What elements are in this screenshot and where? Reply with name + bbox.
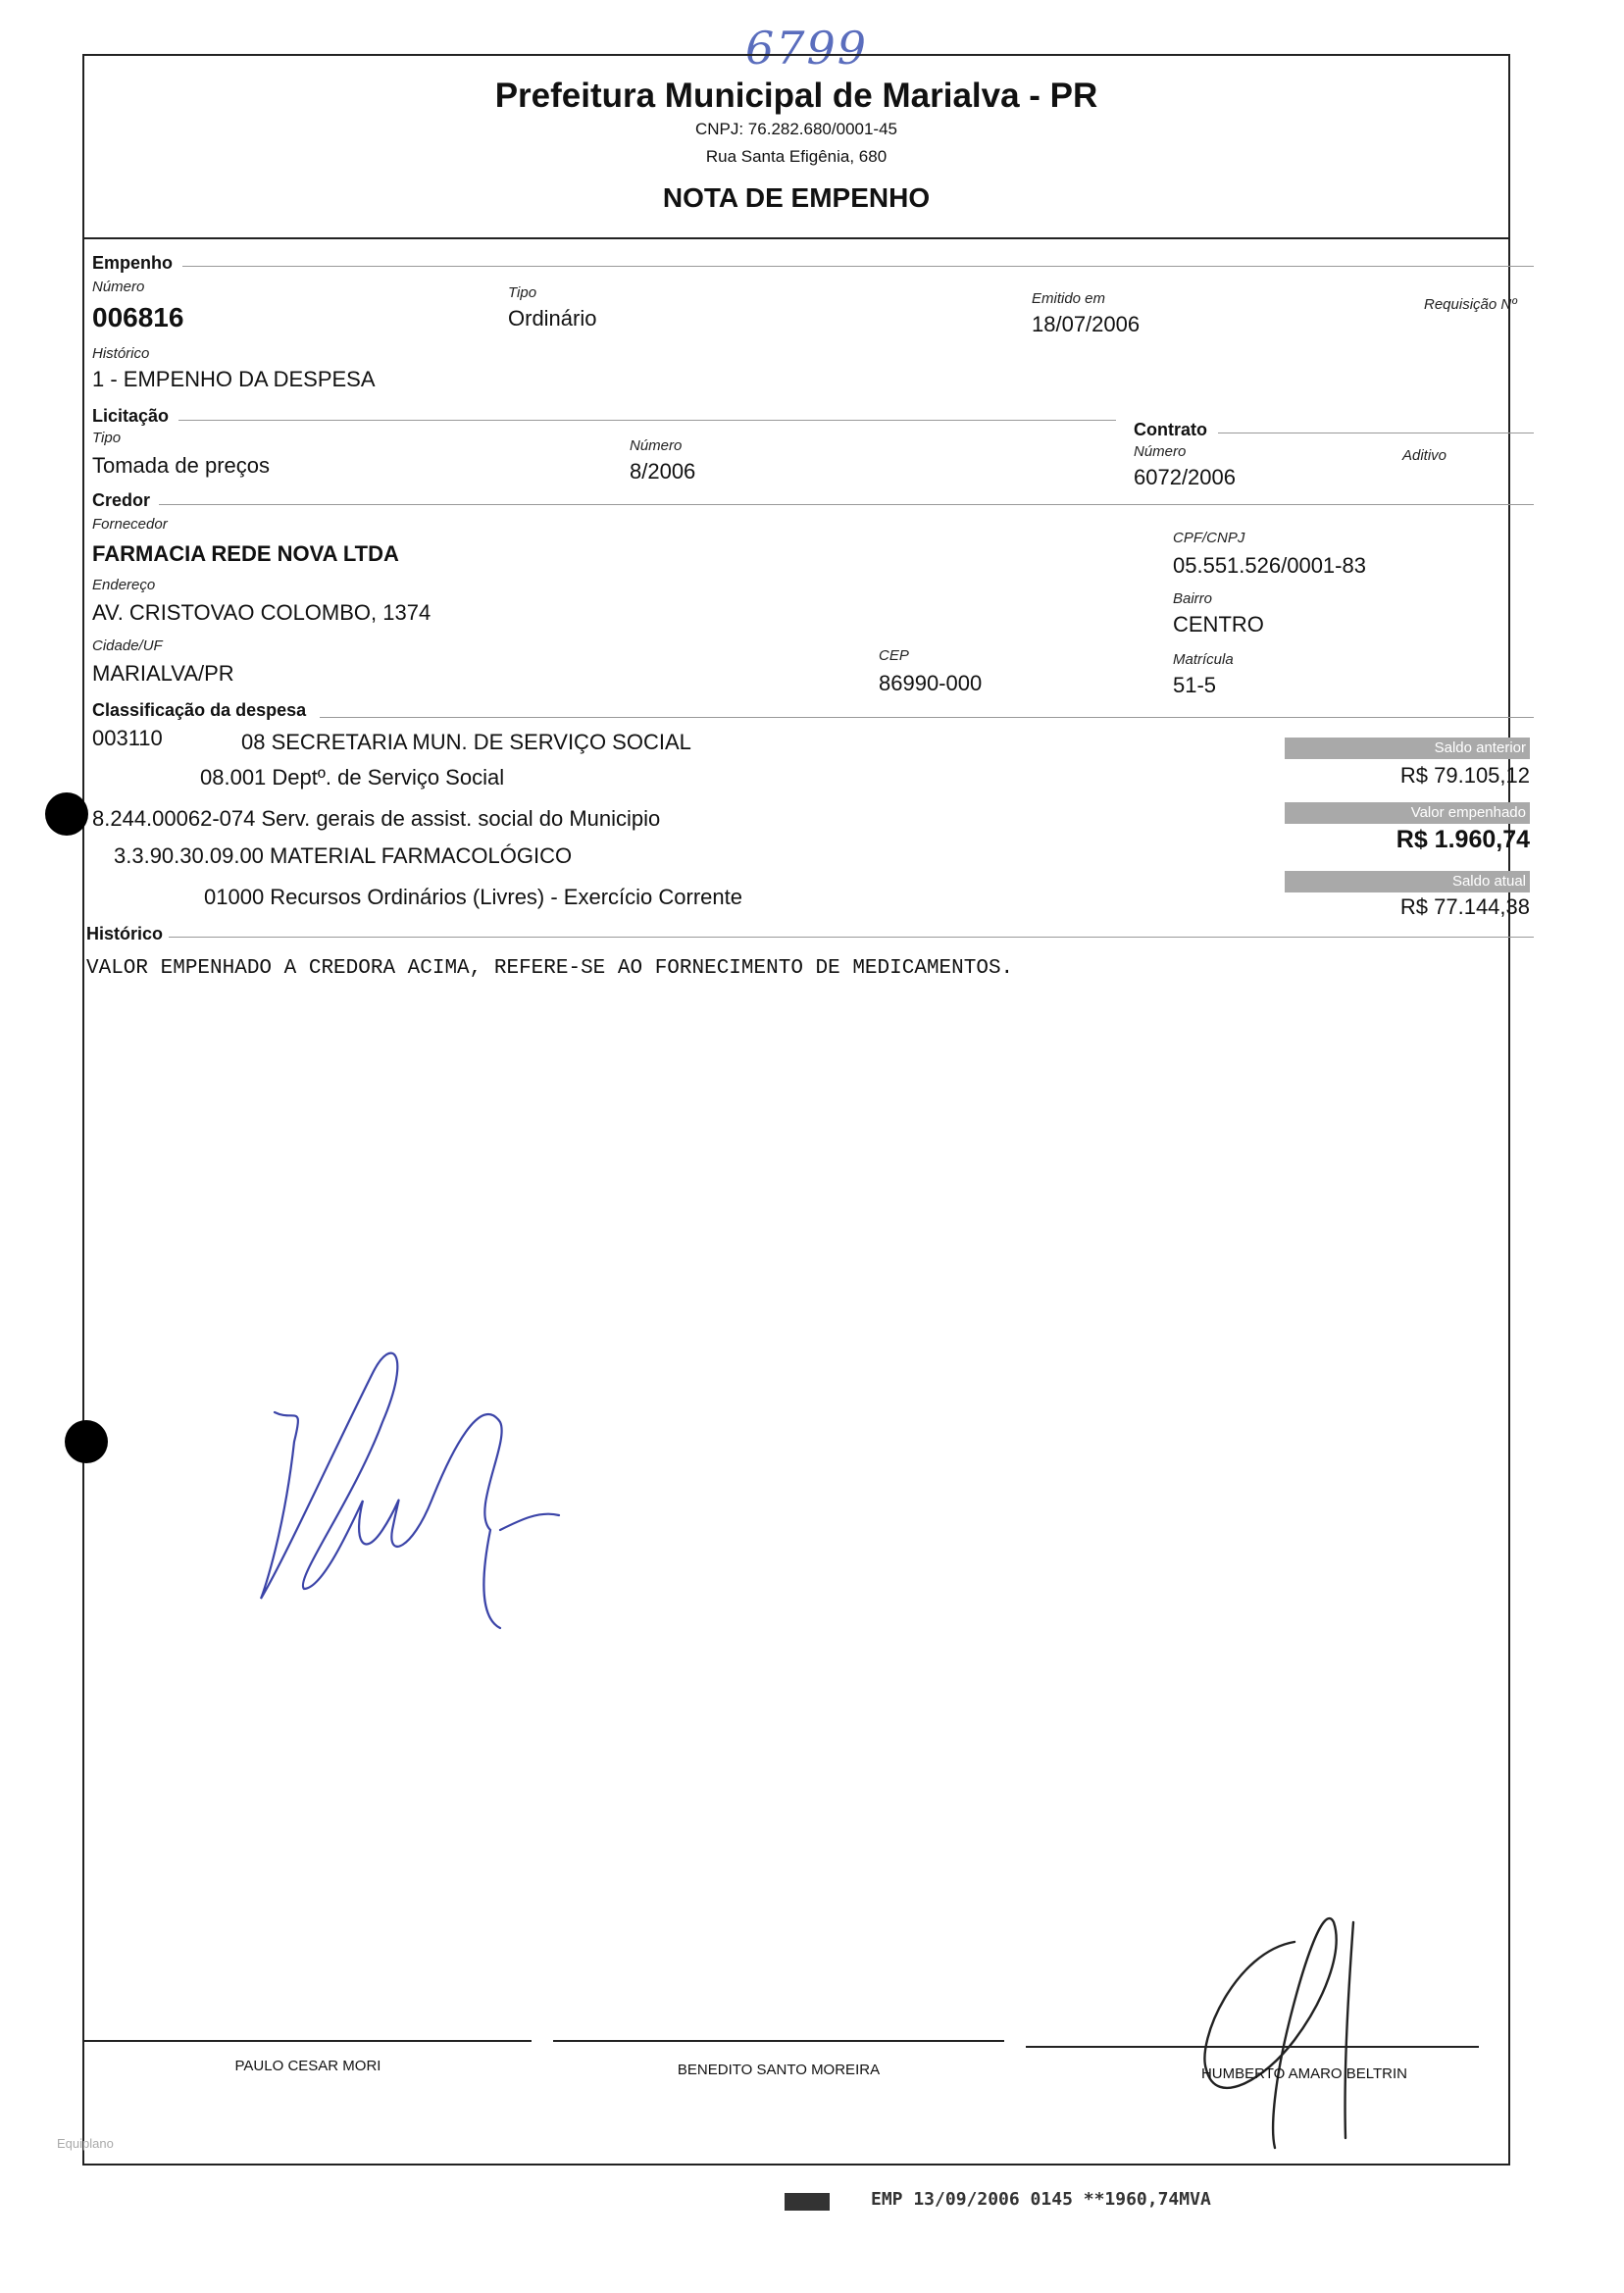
emitido-date: 18/07/2006 — [1032, 312, 1141, 336]
signature-line — [84, 2040, 532, 2042]
cidade-label: Cidade/UF — [92, 637, 163, 654]
licitacao-numero: 8/2006 — [630, 459, 696, 484]
cpf-cnpj-label: CPF/CNPJ — [1173, 530, 1245, 546]
contrato-aditivo-label: Aditivo — [1402, 447, 1447, 464]
empenho-numero-label: Número — [92, 279, 145, 295]
document-title: NOTA DE EMPENHO — [662, 182, 931, 213]
section-contrato: Contrato — [1134, 420, 1207, 439]
section-rule — [320, 717, 1534, 718]
cep-label: CEP — [879, 647, 909, 664]
classificacao-recurso: 01000 Recursos Ordinários (Livres) - Exercício Corrente — [204, 885, 742, 909]
cep-value: 86990-000 — [879, 671, 983, 695]
empenho-historico-label: Histórico — [92, 345, 150, 362]
saldo-atual-label: Saldo atual — [1285, 871, 1530, 892]
header-divider — [82, 237, 1510, 239]
saldo-anterior-value: R$ 79.105,12 — [1399, 763, 1530, 788]
section-rule — [178, 420, 1116, 421]
matricula-value: 51-5 — [1173, 673, 1217, 697]
footer-stamp: EMP 13/09/2006 0145 **1960,74MVA — [871, 2189, 1211, 2210]
contrato-numero-label: Número — [1134, 443, 1187, 460]
classificacao-funcional: 8.244.00062-074 Serv. gerais de assist. social do Municipio — [92, 806, 661, 831]
municipality-title: Prefeitura Municipal de Marialva - PR — [494, 76, 1098, 115]
signature-mark — [1177, 1903, 1393, 2158]
section-classificacao: Classificação da despesa — [92, 700, 307, 720]
contrato-numero: 6072/2006 — [1134, 465, 1236, 489]
matricula-label: Matrícula — [1173, 651, 1234, 668]
section-rule — [182, 266, 1534, 267]
municipality-cnpj: CNPJ: 76.282.680/0001-45 — [694, 120, 898, 138]
bairro-value: CENTRO — [1173, 612, 1264, 637]
licitacao-tipo: Tomada de preços — [92, 453, 270, 478]
signatory-3: HUMBERTO AMARO BELTRIN — [1200, 2065, 1408, 2082]
licitacao-tipo-label: Tipo — [92, 430, 122, 446]
cpf-cnpj-value: 05.551.526/0001-83 — [1173, 553, 1366, 578]
signature-mark — [255, 1334, 588, 1657]
empenho-tipo-label: Tipo — [508, 284, 537, 301]
classificacao-orgao: 08 SECRETARIA MUN. DE SERVIÇO SOCIAL — [241, 730, 691, 754]
classificacao-code: 003110 — [92, 726, 163, 750]
handwritten-page-number: 6799 — [745, 22, 869, 75]
emitido-label: Emitido em — [1032, 290, 1106, 307]
saldo-atual-value: R$ 77.144,38 — [1399, 894, 1530, 919]
historico-text: VALOR EMPENHADO A CREDORA ACIMA, REFERE-SE AO FORNECIMENTO DE MEDICAMENTOS. — [86, 957, 1014, 980]
bairro-label: Bairro — [1173, 590, 1213, 607]
valor-empenhado-label: Valor empenhado — [1285, 802, 1530, 824]
cidade-value: MARIALVA/PR — [92, 661, 234, 686]
classificacao-elemento: 3.3.90.30.09.00 MATERIAL FARMACOLÓGICO — [114, 843, 573, 868]
empenho-numero: 006816 — [92, 302, 184, 332]
section-licitacao: Licitação — [92, 406, 170, 426]
fornecedor-label: Fornecedor — [92, 516, 168, 533]
classificacao-unidade: 08.001 Deptº. de Serviço Social — [200, 765, 505, 790]
municipality-address: Rua Santa Efigênia, 680 — [705, 147, 888, 166]
saldo-anterior-label: Saldo anterior — [1285, 738, 1530, 759]
fornecedor-name: FARMACIA REDE NOVA LTDA — [92, 541, 399, 566]
valor-empenhado-value: R$ 1.960,74 — [1396, 826, 1530, 853]
section-rule — [169, 937, 1534, 938]
signature-line — [1026, 2046, 1479, 2048]
signature-line — [553, 2040, 1004, 2042]
section-historico: Histórico — [86, 924, 164, 943]
punch-hole — [45, 792, 88, 836]
stamp-mark-icon — [785, 2193, 830, 2211]
signatory-2: BENEDITO SANTO MOREIRA — [677, 2062, 881, 2078]
punch-hole — [65, 1420, 108, 1463]
empenho-tipo: Ordinário — [508, 306, 597, 331]
software-watermark: Equiplano — [57, 2136, 114, 2151]
section-credor: Credor — [92, 490, 151, 510]
empenho-historico: 1 - EMPENHO DA DESPESA — [92, 367, 376, 391]
endereco-value: AV. CRISTOVAO COLOMBO, 1374 — [92, 600, 431, 625]
section-empenho: Empenho — [92, 253, 174, 273]
licitacao-numero-label: Número — [630, 437, 683, 454]
requisicao-label: Requisição Nº — [1424, 296, 1517, 313]
endereco-label: Endereço — [92, 577, 156, 593]
section-rule — [159, 504, 1534, 505]
signatory-1: PAULO CESAR MORI — [234, 2058, 381, 2074]
